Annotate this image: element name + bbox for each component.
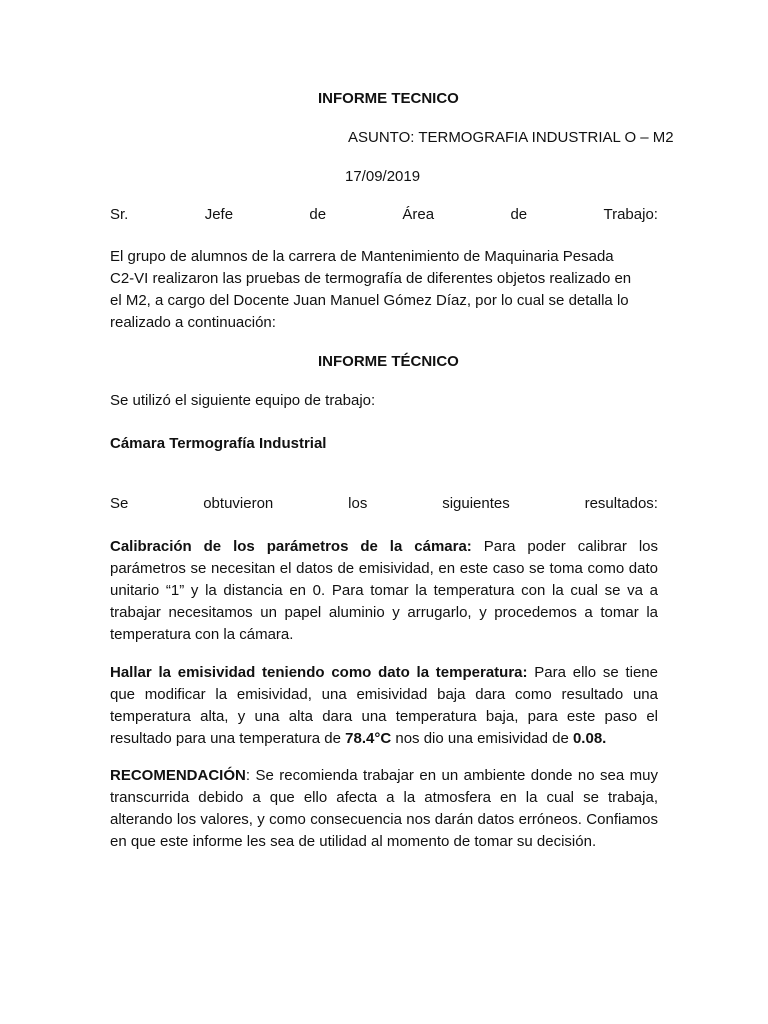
equipment-name: Cámara Termografía Industrial [110,435,327,452]
results-word: siguientes [442,495,510,512]
salutation-word: Trabajo: [603,206,658,223]
results-word: los [348,495,368,512]
temperature-value: 78.4°C [345,730,392,747]
results-word: Se [110,495,129,512]
salutation-word: de [510,206,528,223]
section-heading: INFORME TÉCNICO [318,353,459,370]
document-title: INFORME TECNICO [318,90,459,107]
salutation [110,205,658,225]
emissivity-heading: Hallar la emisividad teniendo como dato la temperatura: [110,664,528,681]
intro-line: El grupo de alumnos de la carrera de Mantenimiento de Maquinaria Pesada [110,248,614,265]
intro-line: el M2, a cargo del Docente Juan Manuel Gómez Díaz, por lo cual se detalla lo [110,292,629,309]
calibration-heading: Calibración de los parámetros de la cámara: [110,538,472,555]
subject-line [348,128,674,148]
equipment-intro: Se utilizó el siguiente equipo de trabajo: [110,392,376,409]
emissivity-text: Para ello se tiene que modificar la emisividad, una emisividad baja dara como resultado una temperatura alta, y una alta dara una temperatura baja, para este paso el resultado para una temperatura de [110,664,658,747]
results-intro [110,494,658,514]
recommendation-heading: RECOMENDACIÓN [110,767,246,784]
calibration-text: Para poder calibrar los parámetros se necesitan el datos de emisividad, en este caso se toma como dato unitario “1” y la distancia en 0. Para tomar la temperatura con la cual se va a trabajar necesitamos un papel aluminio y arrugarlo, y procedemos a tomar la temperatura con la cámara. [110,538,659,643]
calibration-paragraph [110,536,658,646]
salutation-word: de [309,206,327,223]
subject-value: TERMOGRAFIA INDUSTRIAL O – M2 [418,129,674,146]
document-date: 17/09/2019 [345,168,421,185]
emissivity-value: 0.08. [572,730,607,747]
salutation-word: Área [402,206,435,223]
results-word: obtuvieron [203,495,274,512]
emissivity-text-continued: nos dio una emisividad de [391,730,573,747]
subject-label: ASUNTO: [348,129,415,146]
recommendation-text: : Se recomienda trabajar en un ambiente donde no sea muy transcurrida debido a que ello afecta a la atmosfera en la cual se trabaja, alterando los valores, y como consecuencia nos darán datos erróneos. Confiamos en que este informe les sea de utilidad al momento de tomar su decisión. [110,767,658,850]
salutation-word: Jefe [204,206,234,223]
results-word: resultados: [584,495,658,512]
emissivity-paragraph [110,662,658,750]
intro-line: C2-VI realizaron las pruebas de termografía de diferentes objetos realizado en [110,270,632,287]
recommendation-paragraph [110,765,658,853]
intro-line: realizado a continuación: [110,314,276,331]
salutation-word: Sr. [110,206,129,223]
